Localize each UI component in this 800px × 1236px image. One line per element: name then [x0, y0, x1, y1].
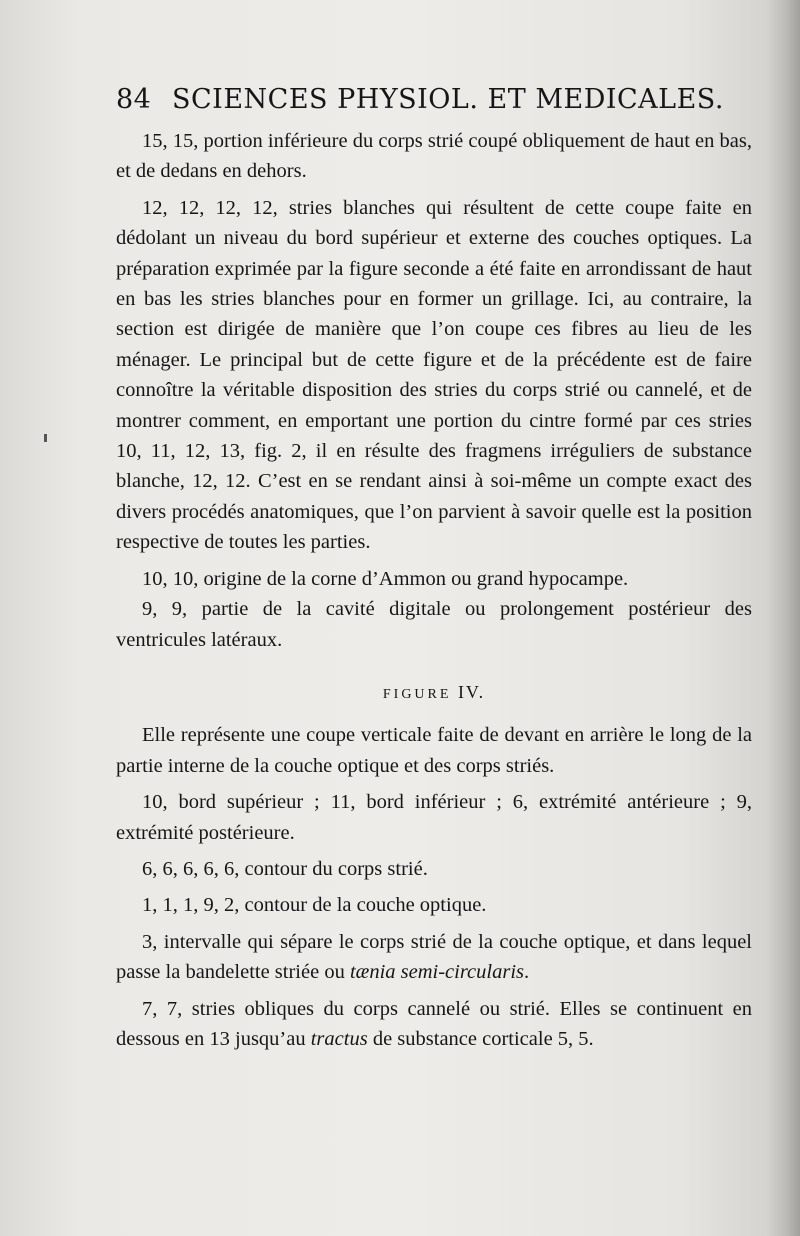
page-number: 84: [116, 84, 152, 115]
page-body: [116, 126, 752, 1054]
paragraph-figure-description: Elle représente une coupe verticale faite de devant en arrière le long de la partie interne de la couche optique et des corps striés.: [116, 724, 752, 777]
ink-mark: [44, 434, 47, 442]
text-run: de substance corticale 5, 5.: [367, 1027, 594, 1050]
paragraph-9: 9, 9, partie de la cavité digitale ou prolongement postérieur des ventricules latéraux.: [116, 598, 752, 651]
text-run: 7, 7, stries obliques du corps cannelé ou strié. Elles se continuent en dessous en 13 jusqu’au: [116, 997, 752, 1050]
paragraph-10: 10, 10, origine de la corne d’Ammon ou grand hypocampe.: [142, 567, 629, 590]
figure-label: FIGURE: [382, 686, 452, 702]
italic-term: tænia semi-circularis: [349, 961, 525, 984]
paragraph-couche-optique: 1, 1, 1, 9, 2, contour de la couche optique.: [142, 894, 487, 917]
running-title: SCIENCES PHYSIOL. ET MEDICALES.: [172, 84, 724, 115]
figure-heading: [116, 677, 752, 710]
paragraph-bords: 10, bord supérieur ; 11, bord inférieur ; 6, extrémité antérieure ; 9, extrémité postérieure.: [116, 791, 752, 844]
paragraph-15: 15, 15, portion inférieure du corps strié coupé obliquement de haut en bas, et de dedans en dehors.: [116, 130, 752, 183]
running-header: [116, 84, 724, 124]
italic-term: tractus: [310, 1027, 368, 1050]
paragraph-stries-obliques: [116, 994, 752, 1055]
paragraph-corps-strie: 6, 6, 6, 6, 6, contour du corps strié.: [142, 857, 428, 880]
text-run: 3, intervalle qui sépare le corps strié de la couche optique, et dans lequel passe la bandelette striée ou: [116, 930, 752, 984]
paragraph-12: 12, 12, 12, 12, stries blanches qui résultent de cette coupe faite en dédolant un niveau du bord supérieur et externe des couches optiques. La préparation exprimée par la figure seconde a été faite en arrondissant de haut en bas les stries blanches pour en former un grillage. Ici, au contraire, la section est dirigée de manière que l’on coupe ces fibres au lieu de les ménager. Le principal but de cette figure et de la précédente est de faire connoître la véritable disposition des stries du corps strié ou cannelé, et de montrer comment, en emportant une portion du cintre formé par ces stries 10, 11, 12, 13, fig. 2, il en résulte des fragmens irréguliers de substance blanche, 12, 12. C’est en se rendant ainsi à soi-même un compte exact des divers procédés anatomiques, que l’on parvient à savoir quelle est la position respective de toutes les parties.: [116, 196, 752, 554]
paragraph-intervalle: [116, 927, 752, 988]
figure-number: IV.: [457, 681, 486, 702]
page-spine-shadow: [766, 0, 800, 1236]
text-run: .: [524, 961, 530, 984]
